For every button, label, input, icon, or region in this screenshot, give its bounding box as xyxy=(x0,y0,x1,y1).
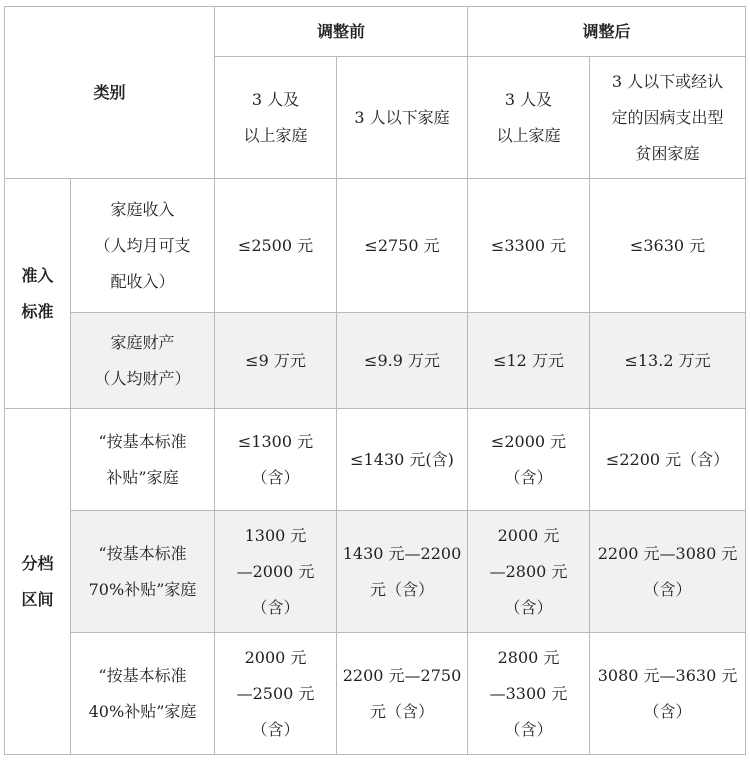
table-cell: 1430 元—2200 元（含） xyxy=(337,511,468,633)
before-adjustment-header: 调整前 xyxy=(215,7,468,57)
table-cell: 2800 元 —3300 元 （含） xyxy=(468,633,590,755)
admission-standard-group: 准入 标准 xyxy=(5,179,71,409)
table-cell: ≤1300 元 （含） xyxy=(215,409,337,511)
before-3plus-header: 3 人及 以上家庭 xyxy=(215,57,337,179)
subsidy-70-label: “按基本标准 70%补贴”家庭 xyxy=(71,511,215,633)
category-header: 类别 xyxy=(5,7,215,179)
income-label: 家庭收入 （人均月可支 配收入） xyxy=(71,179,215,313)
table-cell: ≤3630 元 xyxy=(590,179,746,313)
table-cell: 1300 元 —2000 元 （含） xyxy=(215,511,337,633)
assets-label: 家庭财产 （人均财产） xyxy=(71,313,215,409)
table-cell: ≤2000 元 （含） xyxy=(468,409,590,511)
table-cell: ≤9.9 万元 xyxy=(337,313,468,409)
table-cell: 2000 元 —2500 元 （含） xyxy=(215,633,337,755)
table-cell: 2200 元—2750 元（含） xyxy=(337,633,468,755)
after-under3-header: 3 人以下或经认 定的因病支出型 贫困家庭 xyxy=(590,57,746,179)
table-cell: ≤12 万元 xyxy=(468,313,590,409)
tier-range-group: 分档 区间 xyxy=(5,409,71,755)
table-cell: ≤2200 元（含） xyxy=(590,409,746,511)
table-cell: ≤13.2 万元 xyxy=(590,313,746,409)
table-cell: ≤2500 元 xyxy=(215,179,337,313)
table-cell: 2200 元—3080 元 （含） xyxy=(590,511,746,633)
table-cell: ≤2750 元 xyxy=(337,179,468,313)
subsidy-40-label: “按基本标准 40%补贴”家庭 xyxy=(71,633,215,755)
after-3plus-header: 3 人及 以上家庭 xyxy=(468,57,590,179)
table-cell: 2000 元 —2800 元 （含） xyxy=(468,511,590,633)
policy-table xyxy=(4,6,746,755)
table-cell: ≤1430 元(含) xyxy=(337,409,468,511)
after-adjustment-header: 调整后 xyxy=(468,7,746,57)
before-under3-header: 3 人以下家庭 xyxy=(337,57,468,179)
table-cell: ≤3300 元 xyxy=(468,179,590,313)
basic-subsidy-label: “按基本标准 补贴”家庭 xyxy=(71,409,215,511)
table-cell: ≤9 万元 xyxy=(215,313,337,409)
table-cell: 3080 元—3630 元 （含） xyxy=(590,633,746,755)
